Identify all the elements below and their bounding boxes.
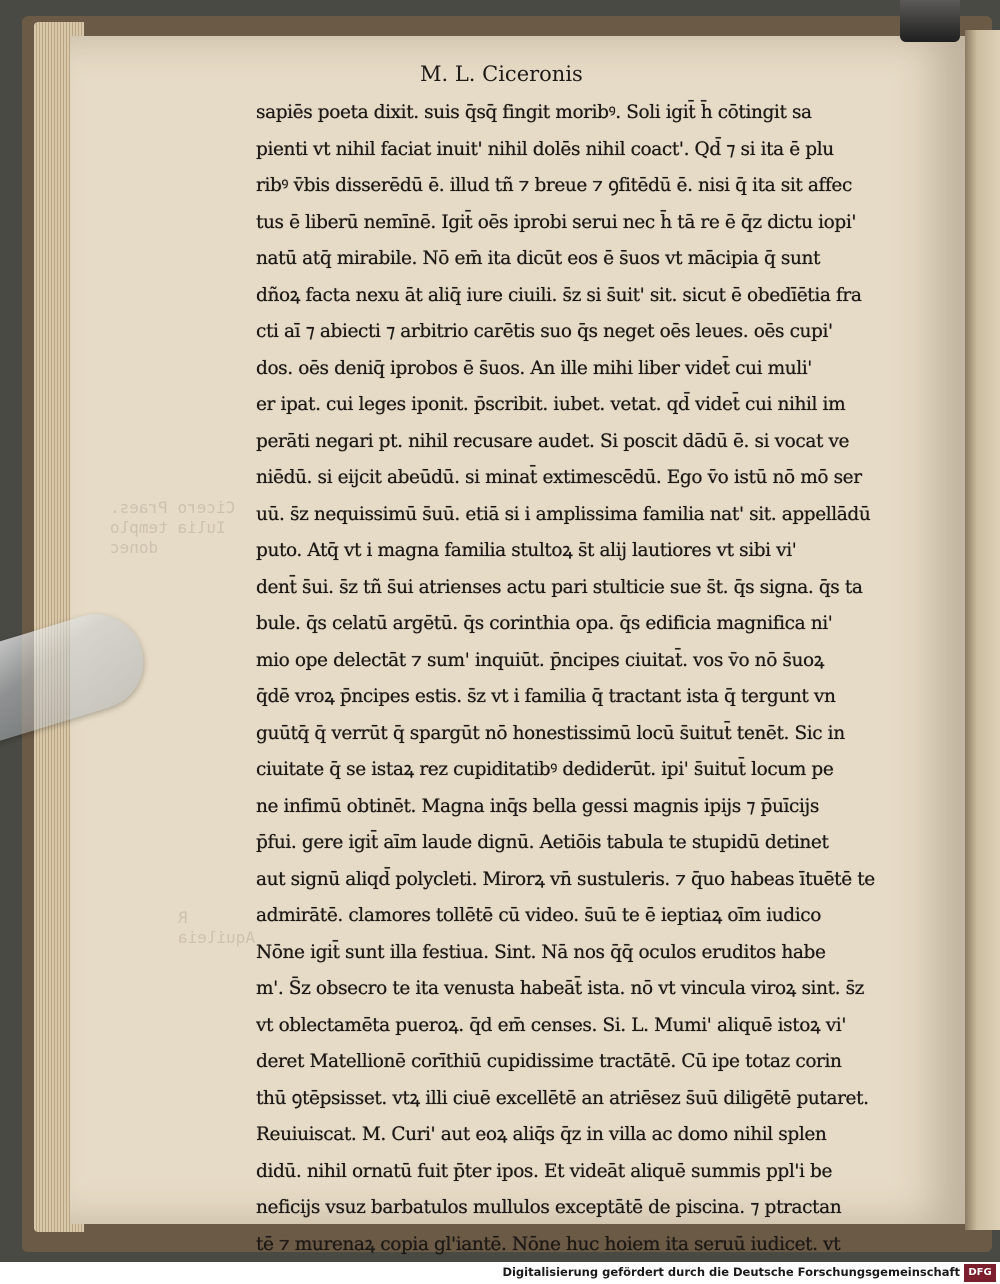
text-line: admirātē. clamores tollētē cū video. s̄uū te ē ieptiaꝝ oīm iudico bbox=[256, 905, 821, 926]
text-line: dñoꝝ facta nexu āt aliq̄ iure ciuili. s̄z si s̄uit' sit. sicut ē obedīētia fra bbox=[256, 284, 862, 306]
show-through-annotation: Cicero Praes. Iulia templo donec bbox=[110, 498, 236, 557]
text-line: q̄dē vroꝝ p̄ncipes estis. s̄z vt i familia q̄ tractant ista q̄ tergunt vn bbox=[256, 686, 836, 707]
text-line: natū atq̄ mirabile. Nō em̄ ita dicūt eos ē s̄uos vt mācipia q̄ sunt bbox=[256, 248, 821, 269]
running-head: M. L. Ciceronis bbox=[420, 62, 583, 86]
text-line: aut signū aliqd̄ polycleti. Mirorꝝ vn̄ sustuleris. ⁊ q̄uo habeas ītuētē te bbox=[256, 868, 875, 890]
footer-bar bbox=[0, 1262, 1000, 1284]
text-line: m'. S̄z obsecro te ita venusta habeāt̄ ista. nō vt vincula viroꝝ sint. s̄z bbox=[256, 978, 865, 999]
text-line: ne infimū obtinēt. Magna inq̄s bella gessi magnis ipijs ⁊ p̄uīcijs bbox=[256, 795, 819, 817]
text-line: uū. s̄z nequissimū s̄uū. etiā si i amplissima familia nat' sit. appellādū bbox=[256, 503, 871, 525]
text-line: ribꝰ v̄bis disserēdū ē. illud tñ ⁊ breue ⁊ ꝯfitēdū ē. nisi q̄ ita sit affec bbox=[256, 175, 852, 196]
book-clip bbox=[900, 0, 960, 42]
text-line: p̄fui. gere igit̄ aīm laude dignū. Aetiōis tabula te stupidū detinet bbox=[256, 832, 829, 853]
text-line: deret Matellionē corīthiū cupidissime tractātē. Cū ipe totaz corin bbox=[256, 1051, 842, 1072]
text-line: Reuiuiscat. M. Curi' aut eoꝝ aliq̄s q̄z in villa ac domo nihil splen bbox=[256, 1124, 827, 1145]
text-block bbox=[256, 95, 876, 1262]
text-line: niēdū. si eijcit abeūdū. si minat̄ extimescēdū. Ego v̄o istū nō mō ser bbox=[256, 467, 862, 488]
text-line: ciuitate q̄ se istaꝝ rez cupiditatibꝰ dediderūt. ipi' s̄uitut̄ locum pe bbox=[256, 759, 834, 780]
dfg-logo: DFG bbox=[964, 1264, 996, 1282]
text-line: didū. nihil ornatū fuit p̄ter ipos. Et videāt aliquē summis ppl'i be bbox=[256, 1160, 833, 1182]
text-line: neficijs vsuz barbatulos mullulos exceptātē de piscina. ⁊ ptractan bbox=[256, 1197, 842, 1218]
text-line: puto. Atq̄ vt i magna familia stultoꝝ s̄t alij lautiores vt sibi vi' bbox=[256, 540, 797, 561]
text-line: pienti vt nihil faciat inuit' nihil dolēs nihil coact'. Qd̄ ⁊ si ita ē plu bbox=[256, 138, 834, 160]
text-line: bule. q̄s celatū argētū. q̄s corinthia opa. q̄s edificia magnifica ni' bbox=[256, 613, 833, 634]
text-line: dent̄ s̄ui. s̄z tñ s̄ui atrienses actu pari stulticie sue s̄t. q̄s signa. q̄s ta bbox=[256, 576, 863, 598]
text-line: sapiēs poeta dixit. suis q̄sq̄ fingit moribꝰ. Soli igit̄ h̄ cōtingit sa bbox=[256, 102, 812, 123]
text-line: vt oblectamēta pueroꝝ. q̄d em̄ censes. Si. L. Mumi' aliquē istoꝝ vi' bbox=[256, 1014, 847, 1036]
text-line: cti aī ⁊ abiecti ⁊ arbitrio carētis suo q̄s neget oēs leues. oēs cupi' bbox=[256, 321, 833, 342]
text-line: Nōne igit̄ sunt illa festiua. Sint. Nā nos q̄q̄ oculos eruditos habe bbox=[256, 941, 826, 963]
text-line: guūtq̄ q̄ verrūt q̄ spargūt nō honestissimū locū s̄uitut̄ tenēt. Sic in bbox=[256, 722, 845, 744]
funding-credit: Digitalisierung gefördert durch die Deutsche Forschungsgemeinschaft bbox=[502, 1265, 960, 1279]
recto-page-edge bbox=[965, 30, 1000, 1230]
text-line: thū ꝯtēpsisset. vtꝝ illi ciuē excellētē an atriēsez s̄uū diligētē putaret. bbox=[256, 1087, 869, 1109]
show-through-annotation: R Aquileia bbox=[178, 908, 256, 947]
text-line: perāti negari pt. nihil recusare audet. Si poscit dādū ē. si vocat ve bbox=[256, 430, 850, 452]
text-line: dos. oēs deniq̄ iprobos ē s̄uos. An ille mihi liber videt̄ cui muli' bbox=[256, 357, 812, 379]
text-line: mio ope delectāt ⁊ sum' inquiūt. p̄ncipes ciuitat̄. vos v̄o nō s̄uoꝝ bbox=[256, 649, 825, 671]
text-line: tē ⁊ murenaꝝ copia gl'iantē. Nōne huc hoiem ita seruū iudicet. vt bbox=[256, 1233, 841, 1255]
text-line: tus ē liberū nemīnē. Igit̄ oēs iprobi serui nec h̄ tā re ē q̄z dictu iopi' bbox=[256, 211, 857, 233]
text-line: er ipat. cui leges iponit. p̄scribit. iubet. vetat. qd̄ videt̄ cui nihil im bbox=[256, 394, 846, 415]
